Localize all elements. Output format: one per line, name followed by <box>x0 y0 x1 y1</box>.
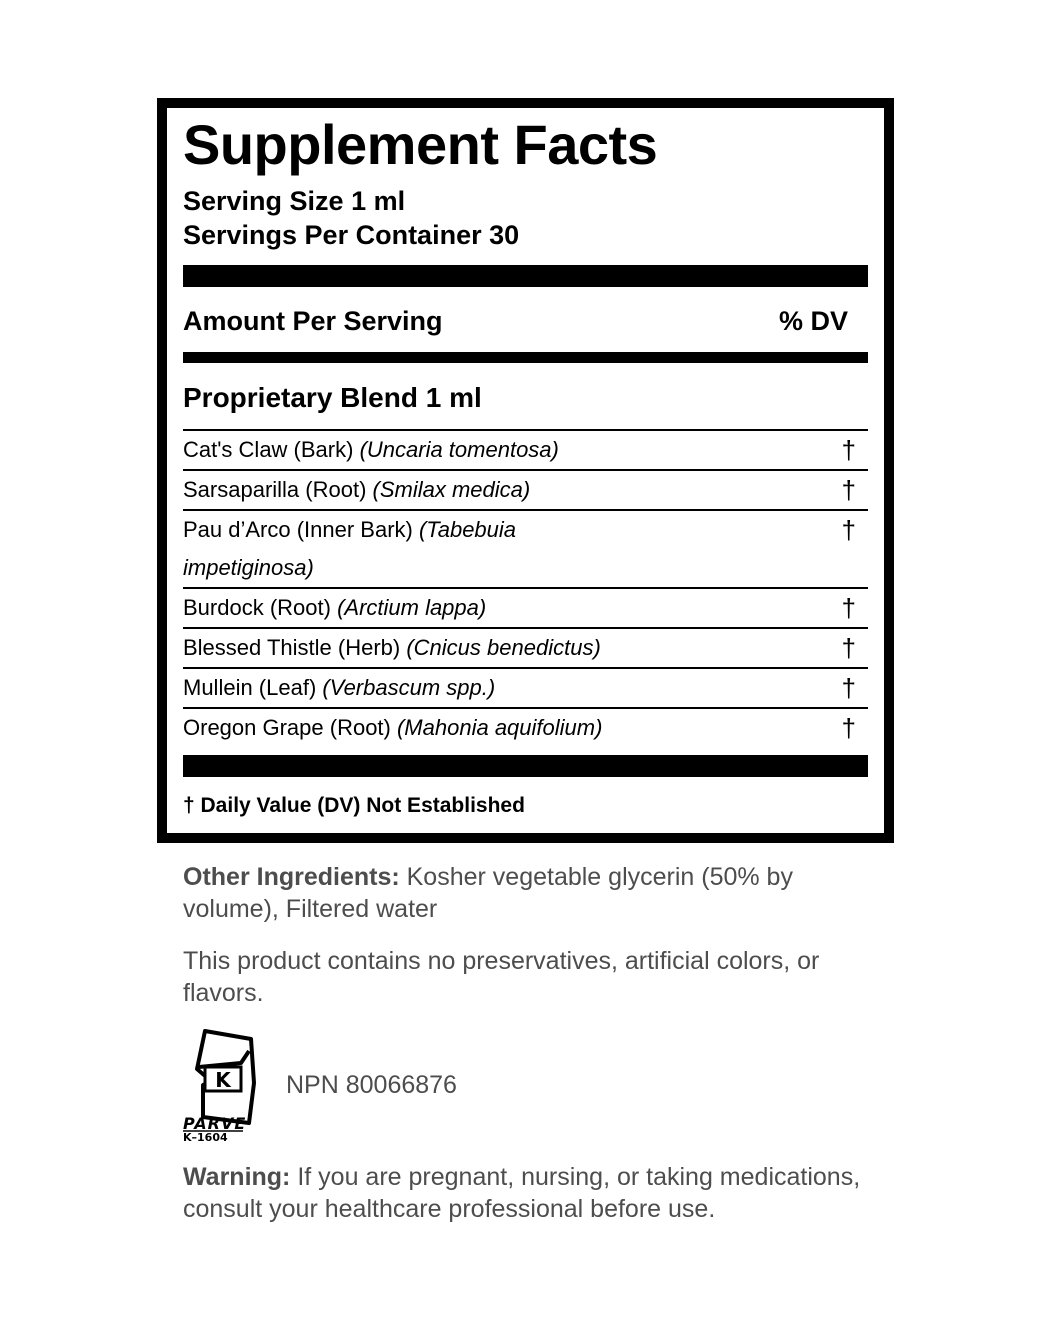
warning-label: Warning: <box>183 1163 291 1191</box>
dv-header: % DV <box>779 306 849 336</box>
ingredient-scientific-name: (Smilax medica) <box>372 477 531 502</box>
ingredient-name: Blessed Thistle (Herb) (Cnicus benedictus) <box>183 635 601 660</box>
dv-dagger: † <box>841 673 856 703</box>
dv-dagger: † <box>841 435 856 465</box>
ingredient-row <box>183 589 868 629</box>
kosher-code: K–1604 <box>183 1131 228 1143</box>
medium-divider <box>183 352 868 363</box>
ingredient-name: Burdock (Root) (Arctium lappa) <box>183 595 487 620</box>
other-ingredients-label: Other Ingredients: <box>183 863 400 891</box>
dv-dagger: † <box>841 475 856 505</box>
panel-title: Supplement Facts <box>183 113 658 176</box>
warning-text: If you are pregnant, nursing, or taking medications, consult your healthcare professional before use. <box>183 1163 861 1223</box>
servings-per-container: Servings Per Container 30 <box>183 220 520 250</box>
npn-number: NPN 80066876 <box>286 1071 457 1099</box>
other-ingredients-text: Kosher vegetable glycerin (50% by volume), Filtered water <box>183 863 793 923</box>
ingredient-scientific-name: (Cnicus benedictus) <box>406 635 601 660</box>
thick-divider-bottom <box>183 755 868 777</box>
ingredient-scientific-name: (Tabebuia impetiginosa) <box>183 517 517 580</box>
proprietary-blend-title: Proprietary Blend 1 ml <box>183 382 482 413</box>
ingredient-row <box>183 471 868 511</box>
ingredient-list <box>183 429 868 749</box>
ingredient-row <box>183 511 868 589</box>
ingredient-name: Oregon Grape (Root) (Mahonia aquifolium) <box>183 715 603 740</box>
kosher-letter: K <box>215 1068 231 1092</box>
ingredient-scientific-name: (Arctium lappa) <box>337 595 487 620</box>
preservatives-note: This product contains no preservatives, artificial colors, or flavors. <box>183 947 820 1007</box>
ingredient-name: Pau d’Arco (Inner Bark) (Tabebuia impetiginosa) <box>183 517 517 580</box>
ingredient-name: Mullein (Leaf) (Verbascum spp.) <box>183 675 496 700</box>
dv-dagger: † <box>841 515 856 545</box>
ingredient-name: Cat's Claw (Bark) (Uncaria tomentosa) <box>183 437 559 462</box>
ingredient-row <box>183 709 868 749</box>
warning <box>183 1161 873 1225</box>
serving-size: Serving Size 1 ml <box>183 186 406 216</box>
kosher-parve-word: PARVE <box>183 1114 247 1133</box>
amount-per-serving-header: Amount Per Serving <box>183 306 443 336</box>
ingredient-scientific-name: (Uncaria tomentosa) <box>359 437 559 462</box>
dv-dagger: † <box>841 713 856 743</box>
ingredient-row <box>183 629 868 669</box>
ingredient-scientific-name: (Mahonia aquifolium) <box>396 715 603 740</box>
ingredient-scientific-name: (Verbascum spp.) <box>322 675 496 700</box>
other-ingredients <box>183 861 873 925</box>
thick-divider-top <box>183 265 868 287</box>
ingredient-row <box>183 669 868 709</box>
dv-dagger: † <box>841 593 856 623</box>
kosher-parve-icon <box>181 1027 261 1143</box>
dv-footnote: † Daily Value (DV) Not Established <box>183 794 525 817</box>
ingredient-row <box>183 431 868 471</box>
ingredient-name: Sarsaparilla (Root) (Smilax medica) <box>183 477 531 502</box>
dv-dagger: † <box>841 633 856 663</box>
